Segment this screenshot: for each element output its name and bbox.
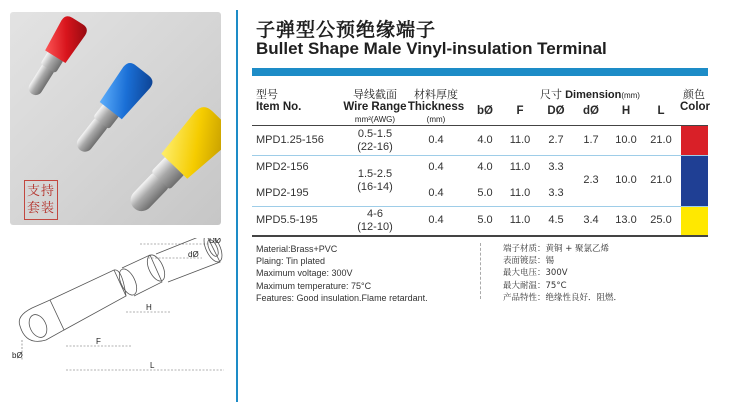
row3-b: 5.0	[477, 187, 493, 199]
note-features: Features: Good insulation.Flame retardant.	[256, 292, 428, 303]
row23-L: 21.0	[650, 174, 672, 186]
note-cn-voltage: 最大电压：300V	[503, 268, 568, 279]
row23-H: 10.0	[615, 174, 637, 186]
row4-D: 4.5	[548, 214, 564, 226]
row1-H: 10.0	[615, 134, 637, 146]
item-header-en: Item No.	[256, 101, 302, 113]
color-header-en: Color	[680, 101, 711, 113]
row4-d: 3.4	[583, 214, 599, 226]
stamp-line-1: 支持	[26, 184, 55, 199]
dimension-header-unit: (mm)	[621, 91, 640, 100]
dimension-drawing	[10, 238, 232, 388]
notes-chinese	[503, 243, 622, 304]
row1-D: 2.7	[548, 134, 564, 146]
color-header-cn: 颜色	[683, 88, 705, 101]
row1-d: 1.7	[583, 134, 599, 146]
row3-item: MPD2-195	[256, 187, 309, 199]
label-b-dia: bØ	[12, 351, 23, 360]
label-H: H	[146, 303, 152, 312]
row1-awg: (22-16)	[357, 141, 393, 153]
table-bottom-rule	[252, 235, 708, 237]
dim-header-D: DØ	[547, 105, 565, 117]
dimension-header-en: Dimension	[565, 89, 622, 101]
thickness-header-en: Thickness	[407, 101, 465, 113]
row3-rule	[252, 206, 708, 207]
row1-rule	[252, 155, 708, 156]
title-chinese: 子弹型公预绝缘端子	[256, 19, 437, 41]
wire-header-unit: mm²(AWG)	[354, 115, 396, 124]
row4-L: 25.0	[650, 214, 672, 226]
row23-awg: (16-14)	[357, 181, 393, 193]
row3-D: 3.3	[548, 187, 564, 199]
row23-wire: 1.5-2.5	[357, 168, 393, 180]
row1-b: 4.0	[477, 134, 493, 146]
yellow-terminal	[117, 103, 221, 224]
wire-header-cn: 导线截面	[353, 88, 397, 101]
label-d-dia: dØ	[188, 250, 199, 259]
blue-terminal	[67, 60, 156, 161]
row2-F: 11.0	[509, 161, 531, 173]
stamp-line-2: 套装	[26, 201, 55, 216]
row4-color-swatch	[681, 207, 708, 235]
table-top-bar	[252, 68, 708, 76]
label-L: L	[150, 361, 155, 370]
row4-H: 13.0	[615, 214, 637, 226]
dim-header-F: F	[516, 105, 524, 117]
row1-color-swatch	[681, 126, 708, 156]
row2-b: 4.0	[477, 161, 493, 173]
red-terminal	[20, 14, 89, 102]
row3-thickness: 0.4	[428, 187, 444, 199]
row2-thickness: 0.4	[428, 161, 444, 173]
row2-D: 3.3	[548, 161, 564, 173]
row4-b: 5.0	[477, 214, 493, 226]
row1-wire: 0.5-1.5	[357, 128, 393, 140]
thickness-header-cn: 材料厚度	[414, 88, 458, 101]
notes-divider	[480, 243, 481, 299]
row1-L: 21.0	[650, 134, 672, 146]
label-D-dia: DØ	[209, 238, 221, 245]
dimension-header-cn: 尺寸	[540, 88, 563, 101]
dim-header-H: H	[621, 105, 631, 117]
column-divider	[236, 10, 238, 402]
dim-header-L: L	[657, 105, 665, 117]
dimension-header	[530, 86, 650, 102]
wire-header-en: Wire Range	[343, 101, 407, 113]
product-photo	[10, 12, 221, 225]
note-plating: Plaing: Tin plated	[256, 256, 326, 267]
row1-F: 11.0	[509, 134, 531, 146]
row4-F: 11.0	[509, 214, 531, 226]
row4-wire: 4-6	[367, 208, 383, 220]
row23-d: 2.3	[583, 174, 599, 186]
note-cn-plating: 表面镀层：锡	[503, 256, 555, 267]
note-max-voltage: Maximum voltage: 300V	[256, 268, 353, 279]
row4-item: MPD5.5-195	[256, 214, 318, 226]
note-cn-features: 产品特性：绝缘性良好．阻燃．	[503, 292, 623, 303]
header-rule	[252, 125, 708, 126]
title-english: Bullet Shape Male Vinyl-insulation Terminal	[256, 39, 607, 58]
note-cn-temperature: 最大耐温：75°C	[503, 280, 567, 291]
row1-thickness: 0.4	[428, 134, 444, 146]
kit-supported-stamp	[24, 180, 58, 220]
note-material: Material:Brass+PVC	[256, 244, 338, 254]
thickness-header-unit: (mm)	[426, 115, 446, 124]
dim-header-b: bØ	[477, 105, 493, 117]
row23-color-swatch	[681, 156, 708, 206]
label-F: F	[96, 337, 101, 346]
row1-item: MPD1.25-156	[256, 134, 324, 146]
bullet-tip-outline	[19, 300, 64, 341]
dim-header-d: dØ	[583, 105, 599, 117]
row3-F: 11.0	[509, 187, 531, 199]
row4-thickness: 0.4	[428, 214, 444, 226]
row4-awg: (12-10)	[357, 221, 393, 233]
row2-item: MPD2-156	[256, 161, 309, 173]
note-cn-material: 端子材质：黄铜 + 聚氯乙烯	[503, 244, 610, 254]
notes-english	[256, 243, 428, 304]
note-max-temperature: Maximum temperature: 75°C	[256, 280, 372, 291]
item-header-cn: 型号	[256, 88, 278, 101]
